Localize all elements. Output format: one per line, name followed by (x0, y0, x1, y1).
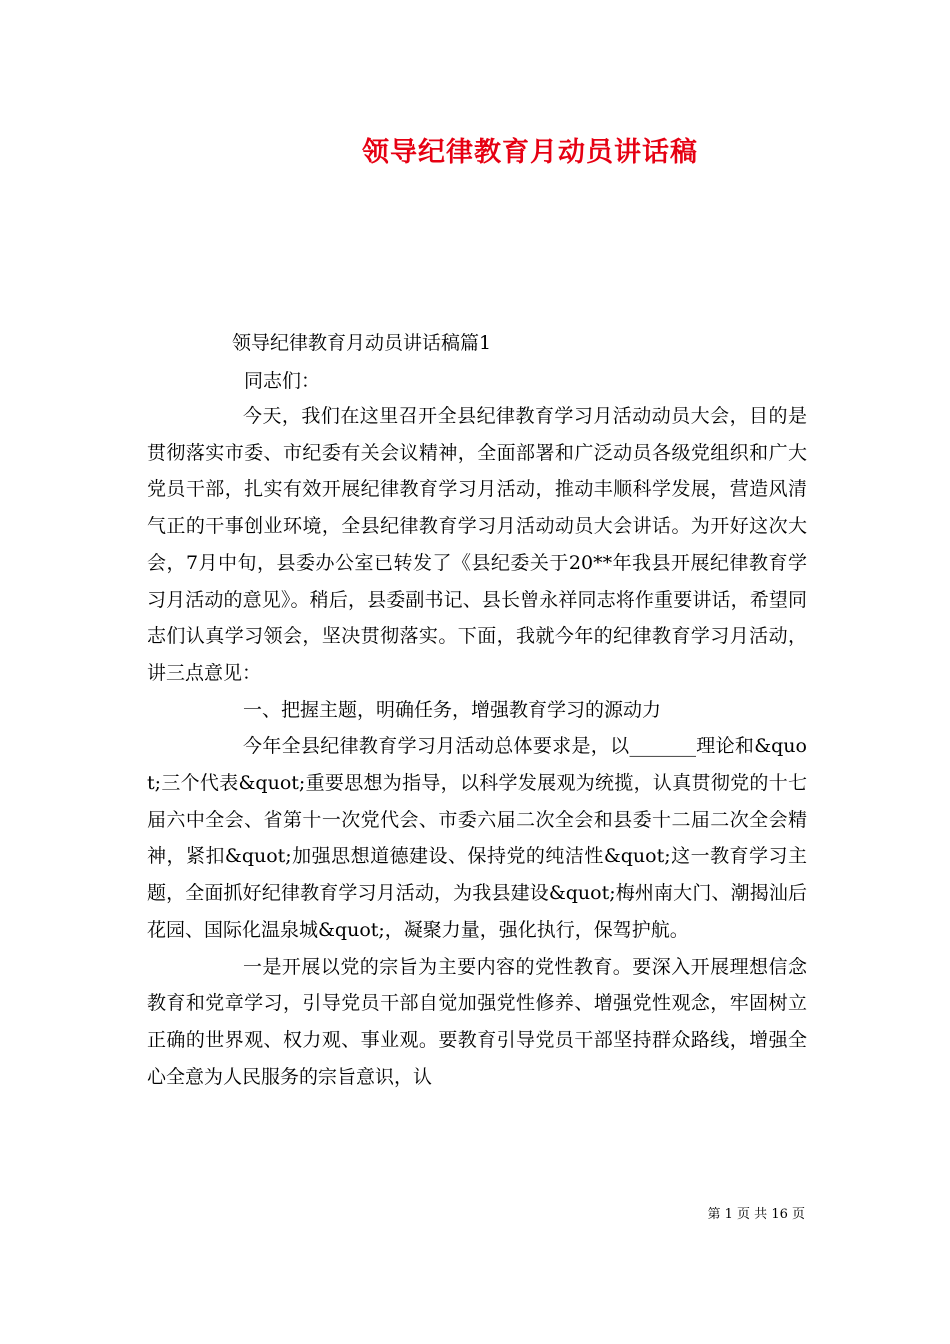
document-body (147, 398, 807, 1095)
paragraph-requirements: 今年全县纪律教育学习月活动总体要求是，以_______理论和&quot;三个代表&quot;重要思想为指导，以科学发展观为统揽，认真贯彻党的十七届六中全会、省第十一次党代会、市委六届二次全会和县委十二届二次全会精神，紧扣&quot;加强思想道德建设、保持党的纯洁性&quot;这一教育学习主题，全面抓好纪律教育学习月活动，为我县建设&quot;梅州南大门、潮揭汕后花园、国际化温泉城&quot;，凝聚力量，强化执行，保驾护航。 (147, 735, 807, 941)
salutation: 同志们： (244, 370, 321, 392)
section-heading: 领导纪律教育月动员讲话稿篇1 (232, 332, 492, 354)
document-title: 领导纪律教育月动员讲话稿 (362, 137, 698, 168)
page-number-footer: 第 1 页 共 16 页 (707, 1207, 805, 1222)
paragraph-heading-one: 一、把握主题，明确任务，增强教育学习的源动力 (243, 698, 662, 721)
paragraph-party-education: 一是开展以党的宗旨为主要内容的党性教育。要深入开展理想信念教育和党章学习，引导党员干部自觉加强党性修养、增强党性观念，牢固树立正确的世界观、权力观、事业观。要教育引导党员干部坚持群众路线，增强全心全意为人民服务的宗旨意识，认 (147, 955, 807, 1088)
paragraph-intro: 今天，我们在这里召开全县纪律教育学习月活动动员大会，目的是贯彻落实市委、市纪委有关会议精神，全面部署和广泛动员各级党组织和广大党员干部，扎实有效开展纪律教育学习月活动，推动丰顺科学发展，营造风清气正的干事创业环境，全县纪律教育学习月活动动员大会讲话。为开好这次大会，7月中旬，县委办公室已转发了《县纪委关于20**年我县开展纪律教育学习月活动的意见》。稍后，县委副书记、县长曾永祥同志将作重要讲话，希望同志们认真学习领会，坚决贯彻落实。下面，我就今年的纪律教育学习月活动，讲三点意见： (147, 405, 807, 684)
